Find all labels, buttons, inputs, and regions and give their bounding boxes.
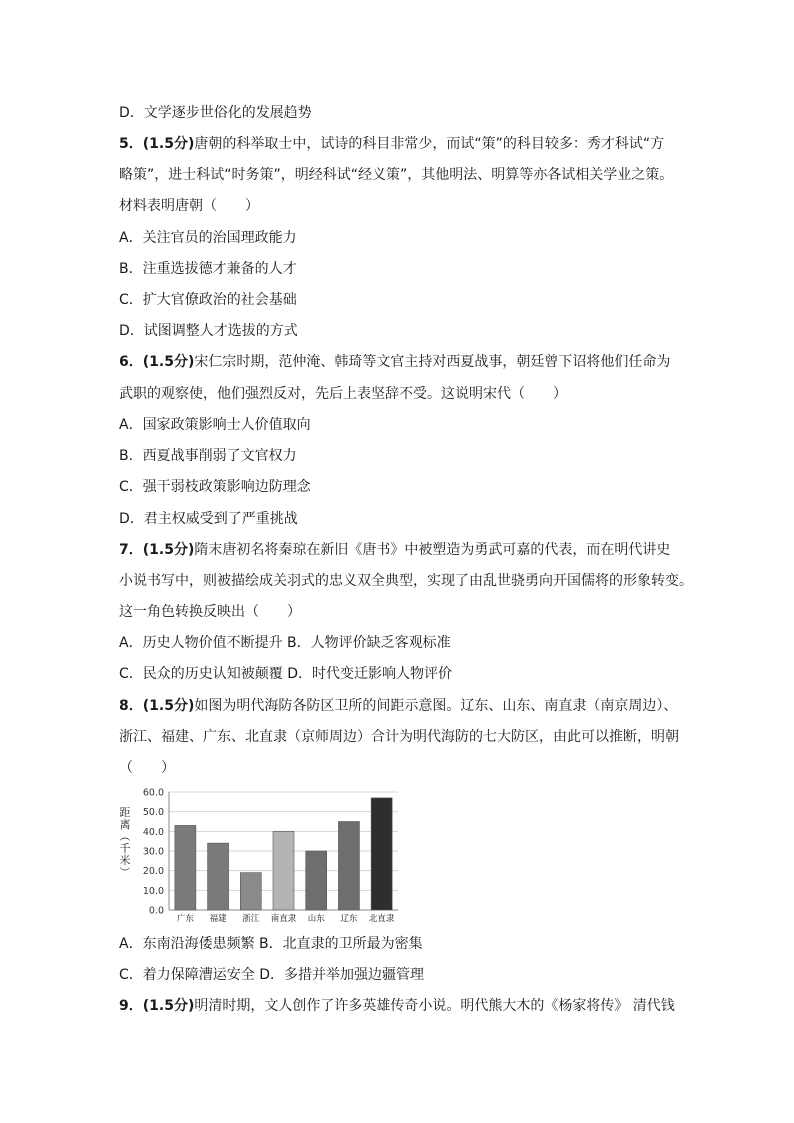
q6-text: 宋仁宗时期，范仲淹、韩琦等文官主持对西夏战事，朝廷曾下诏将他们任命为 [194, 354, 671, 370]
y-tick-label: 20.0 [142, 866, 164, 878]
bar-0 [175, 825, 196, 910]
distance-bar-chart [112, 786, 402, 926]
q5-stem-line2: 略策”，进士科试“时务策”，明经科试“经义策”，其他明法、明算等亦各试相关学业之策。 [119, 167, 674, 183]
bar-1 [208, 843, 229, 910]
y-axis-label-char: 米 [119, 854, 131, 867]
q7-stem-line2: 小说书写中，则被描绘成关羽式的忠义双全典型，实现了由乱世骁勇向开国儒将的形象转变。 [119, 573, 693, 589]
y-tick-label: 10.0 [142, 885, 164, 897]
q6-stem-line1 [119, 353, 670, 371]
q9-stem-line1 [119, 997, 675, 1015]
x-tick-label: 浙江 [242, 914, 260, 924]
q7-options-cd: C．民众的历史认知被颠覆 D．时代变迁影响人物评价 [119, 666, 453, 682]
q7-text: 隋末唐初名将秦琼在新旧《唐书》中被塑造为勇武可嘉的代表，而在明代讲史 [194, 542, 671, 558]
bar-4 [306, 851, 327, 910]
q6-option-c: C．强干弱枝政策影响边防理念 [119, 479, 311, 495]
q5-stem-line3: 材料表明唐朝（ ） [119, 198, 259, 214]
bar-2 [240, 873, 261, 910]
q6-stem-line2: 武职的观察使，他们强烈反对，先后上表坚辞不受。这说明宋代（ ） [119, 386, 567, 402]
y-tick-label: 60.0 [142, 787, 164, 799]
q5-option-b: B．注重选拔德才兼备的人才 [119, 261, 297, 277]
option-d-previous: D．文学逐步世俗化的发展趋势 [119, 105, 312, 121]
q8-stem-line3: （ ） [119, 760, 175, 776]
y-axis-label-char: 离 [119, 818, 131, 831]
q6-option-d: D．君主权威受到了严重挑战 [119, 511, 298, 527]
q6-option-a: A．国家政策影响士人价值取向 [119, 417, 311, 433]
bar-3 [273, 831, 294, 910]
q5-number: 5．(1.5分) [119, 136, 195, 152]
q8-stem-line2: 浙江、福建、广东、北直隶（京师周边）合计为明代海防的七大防区，由此可以推断，明朝 [119, 729, 679, 745]
x-tick-label: 南直隶 [270, 914, 297, 924]
q7-stem-line3: 这一角色转换反映出（ ） [119, 604, 301, 620]
y-tick-label: 50.0 [142, 807, 164, 819]
y-tick-label: 40.0 [142, 826, 164, 838]
q8-options-ab: A．东南沿海倭患频繁 B．北直隶的卫所最为密集 [119, 936, 423, 952]
q7-stem-line1 [119, 541, 670, 559]
bar-5 [338, 822, 359, 911]
q5-option-d: D．试图调整人才选拔的方式 [119, 323, 298, 339]
q6-option-b: B．西夏战事削弱了文官权力 [119, 448, 297, 464]
q9-text: 明清时期，文人创作了许多英雄传奇小说。明代熊大木的《杨家将传》 清代钱 [194, 998, 675, 1014]
x-tick-label: 北直隶 [368, 914, 395, 924]
q6-number: 6．(1.5分) [119, 354, 195, 370]
q8-stem-line1 [119, 697, 677, 715]
y-tick-label: 0.0 [148, 905, 164, 917]
x-tick-label: 广东 [176, 914, 194, 924]
x-tick-label: 福建 [209, 914, 227, 924]
q8-text: 如图为明代海防各防区卫所的间距示意图。辽东、山东、南直隶（南京周边）、 [194, 698, 678, 714]
q9-number: 9．(1.5分) [119, 998, 195, 1014]
y-axis-label-char: 千 [119, 842, 131, 855]
q5-option-c: C．扩大官僚政治的社会基础 [119, 292, 297, 308]
q7-number: 7．(1.5分) [119, 542, 195, 558]
y-axis-label-char: （ [118, 830, 131, 842]
x-tick-label: 辽东 [340, 914, 358, 924]
y-tick-label: 30.0 [142, 846, 164, 858]
q8-options-cd: C．着力保障漕运安全 D．多措并举加强边疆管理 [119, 967, 425, 983]
bar-6 [371, 798, 392, 910]
y-axis-label-char: 距 [119, 806, 131, 819]
y-axis-label-char: ） [118, 866, 131, 878]
q8-number: 8．(1.5分) [119, 698, 195, 714]
q5-stem-line1 [119, 135, 664, 153]
q5-text: 唐朝的科举取士中，试诗的科目非常少，而试“策”的科目较多：秀才科试“方 [194, 136, 665, 152]
q5-option-a: A．关注官员的治国理政能力 [119, 230, 297, 246]
x-tick-label: 山东 [307, 914, 325, 924]
q7-options-ab: A．历史人物价值不断提升 B．人物评价缺乏客观标准 [119, 635, 451, 651]
